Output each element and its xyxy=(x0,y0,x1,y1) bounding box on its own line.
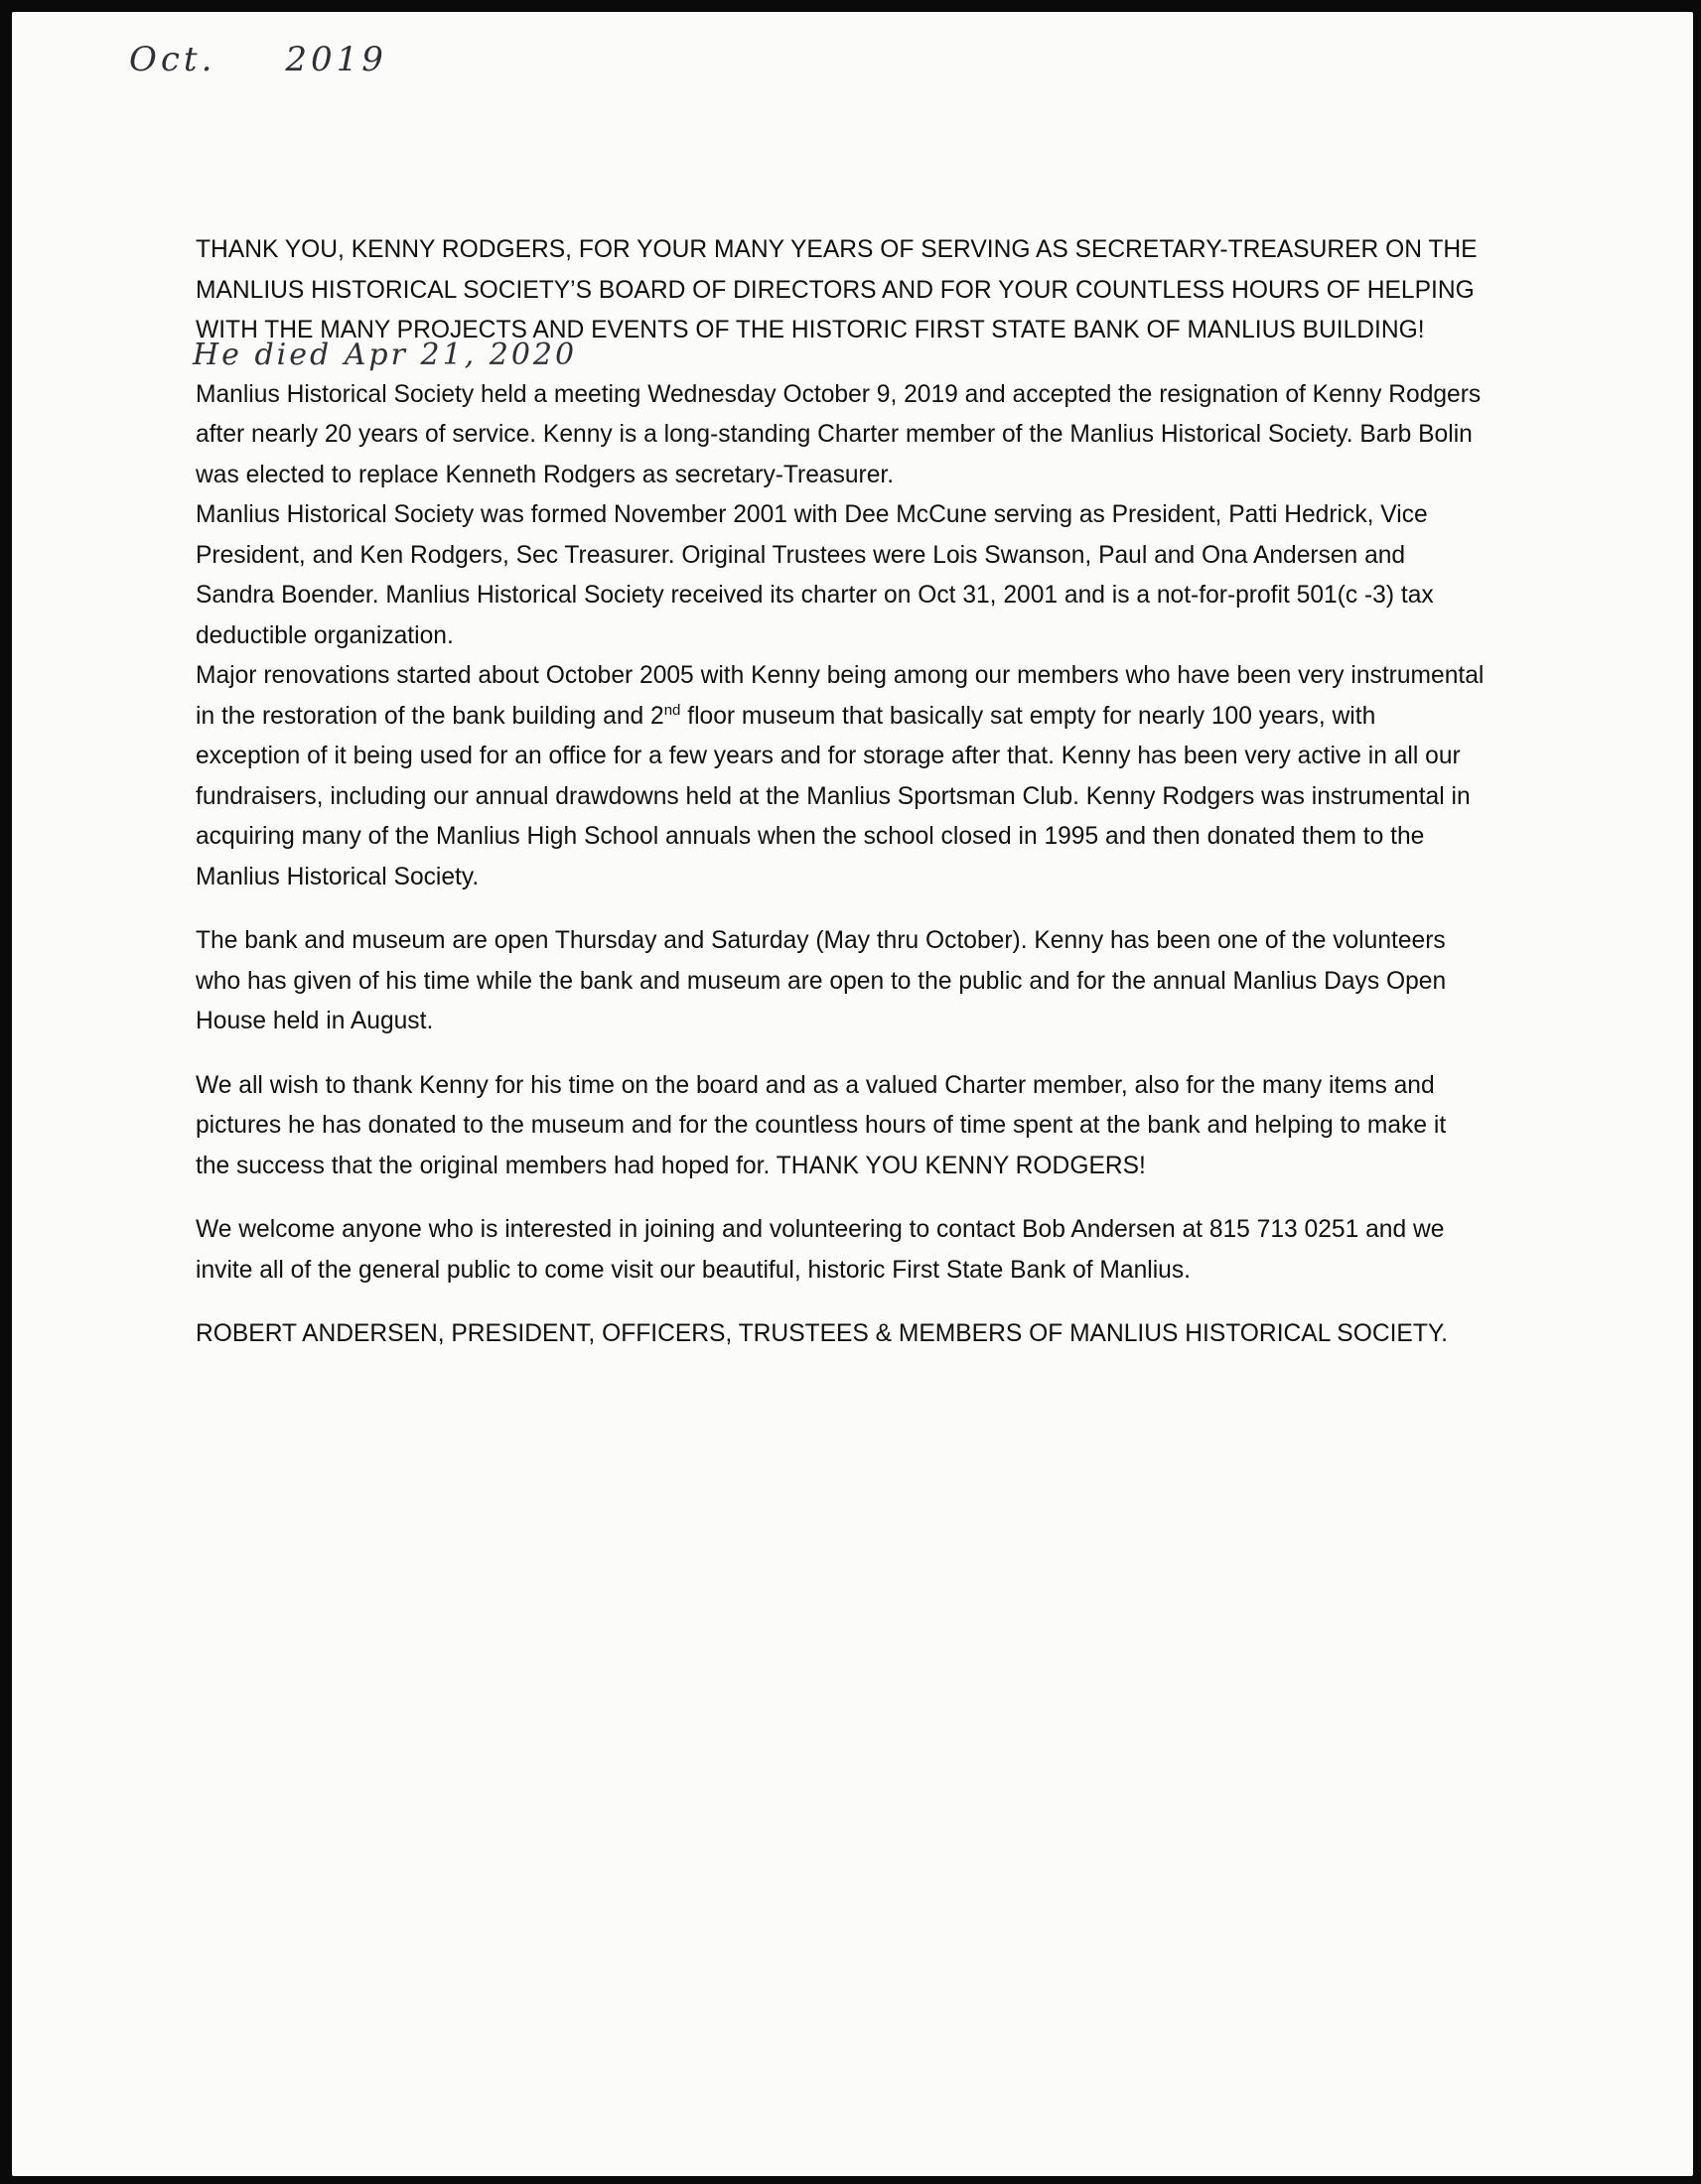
handwritten-died-note: He died Apr 21, 2020 xyxy=(193,338,578,372)
handwritten-month: Oct. xyxy=(129,40,216,79)
paragraph-thanks: We all wish to thank Kenny for his time on the board and as a valued Charter member, also for the many items and pictures he has donated to the museum and for the countless hours of time spent at the bank and helping to make it the success that the original members had hoped for. THANK YOU KENNY RODGERS! xyxy=(196,1071,1447,1179)
paragraph-formed: Manlius Historical Society was formed November 2001 with Dee McCune serving as President, Patti Hedrick, Vice President, and Ken Rodgers, Sec Treasurer. Original Trustees were Lois Swanson, Paul and Ona Andersen and Sandra Boender. Manlius Historical Society received its charter on Oct 31, 2001 and is a not-for-profit 501(c -3) tax deductible organization. xyxy=(196,501,1434,649)
handwritten-date xyxy=(129,40,387,79)
paragraph-welcome: We welcome anyone who is interested in joining and volunteering to contact Bob Andersen at 815 713 0251 and we invite all of the general public to come visit our beautiful, historic First State Bank of Manlius. xyxy=(196,1216,1445,1284)
paragraph-open-hours: The bank and museum are open Thursday and Saturday (May thru October). Kenny has been one of the volunteers who has given of his time while the bank and museum are open to the public and for the annual Manlius Days Open House held in August. xyxy=(196,927,1447,1034)
renovation-text-b: floor museum that basically sat empty for nearly 100 years, with exception of it being used for an office for a few years and for storage after that. Kenny has been very active in all our fundraisers, including our annual drawdowns held at the Manlius Sportsman Club. Kenny Rodgers was instrumental in acquiring many of the Manlius High School annuals when the school closed in 1995 and then donated them to the Manlius Historical Society. xyxy=(196,702,1471,890)
document-page xyxy=(12,12,1693,2176)
letter-signature: ROBERT ANDERSEN, PRESIDENT, OFFICERS, TRUSTEES & MEMBERS OF MANLIUS HISTORICAL SOCIETY. xyxy=(196,1320,1448,1347)
ordinal-suffix: nd xyxy=(663,701,681,719)
handwritten-year: 2019 xyxy=(285,40,387,79)
paragraph-meeting: Manlius Historical Society held a meeting Wednesday October 9, 2019 and accepted the resignation of Kenny Rodgers after nearly 20 years of service. Kenny is a long-standing Charter member of the Manlius Historical Society. Barb Bolin was elected to replace Kenneth Rodgers as secretary-Treasurer. xyxy=(196,380,1482,488)
renovation-text-a: Major renovations started about October 2005 with Kenny being among our members who have been very instrumental in the restoration of the bank building and 2 xyxy=(196,662,1485,730)
letter-body xyxy=(196,230,1487,1355)
paragraph-renovation xyxy=(196,656,1487,897)
letter-heading: THANK YOU, KENNY RODGERS, FOR YOUR MANY YEARS OF SERVING AS SECRETARY-TREASURER ON THE MANLIUS HISTORICAL SOCIETY’S BOARD OF DIRECTORS AND FOR YOUR COUNTLESS HOURS OF HELPING WITH THE MANY PROJECTS AND EVENTS OF THE HISTORIC FIRST STATE BANK OF MANLIUS BUILDING! xyxy=(196,236,1478,343)
